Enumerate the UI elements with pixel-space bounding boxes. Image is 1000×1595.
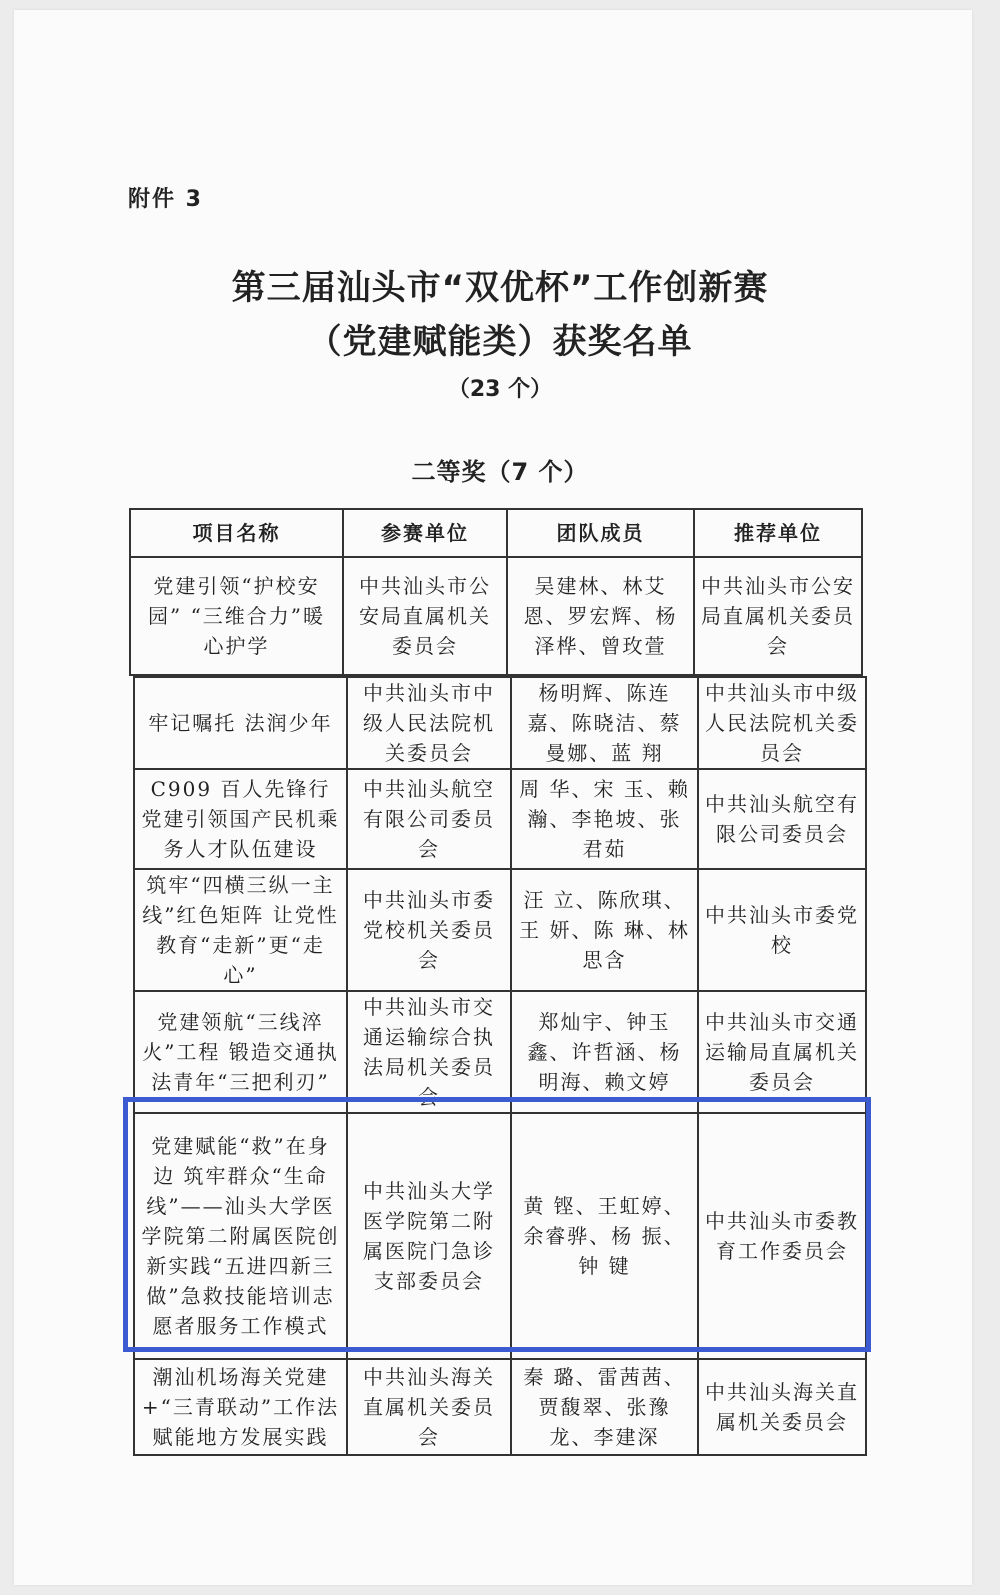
header-project-name: 项目名称 [130, 509, 343, 557]
participant-unit-cell: 中共汕头市中级人民法院机关委员会 [347, 677, 511, 769]
team-members-cell: 汪 立、陈欣琪、王 妍、陈 琳、林思含 [511, 869, 698, 991]
team-members-cell: 周 华、宋 玉、赖 瀚、李艳坡、张君茹 [511, 769, 698, 869]
recommending-unit-cell: 中共汕头市中级人民法院机关委员会 [698, 677, 866, 769]
recommending-unit-cell: 中共汕头市公安局直属机关委员会 [694, 557, 862, 675]
table-row [134, 677, 866, 769]
header-participant-unit: 参赛单位 [343, 509, 507, 557]
project-name-cell: 党建领航“三线淬火”工程 锻造交通执法青年“三把利刃” [134, 991, 347, 1113]
header-team-members: 团队成员 [507, 509, 694, 557]
recommending-unit-cell: 中共汕头海关直属机关委员会 [698, 1359, 866, 1455]
team-members-cell: 黄 铿、王虹婷、余睿骅、杨 振、钟 键 [511, 1113, 698, 1359]
recommending-unit-cell: 中共汕头市交通运输局直属机关委员会 [698, 991, 866, 1113]
section-title: 二等奖（7 个） [411, 458, 589, 486]
participant-unit-cell: 中共汕头大学医学院第二附属医院门急诊支部委员会 [347, 1113, 511, 1359]
participant-unit-cell: 中共汕头海关直属机关委员会 [347, 1359, 511, 1455]
project-name-cell: C909 百人先锋行党建引领国产民机乘务人才队伍建设 [134, 769, 347, 869]
team-members-cell: 杨明辉、陈连嘉、陈晓洁、蔡曼娜、蓝 翔 [511, 677, 698, 769]
table-row [134, 769, 866, 869]
project-name-cell: 潮汕机场海关党建+“三青联动”工作法赋能地方发展实践 [134, 1359, 347, 1455]
attachment-label: 附件 3 [128, 187, 203, 212]
table-row [134, 1359, 866, 1455]
table-row [130, 557, 862, 675]
participant-unit-cell: 中共汕头市交通运输综合执法局机关委员会 [347, 991, 511, 1113]
participant-unit-cell: 中共汕头航空有限公司委员会 [347, 769, 511, 869]
award-table-top [129, 508, 863, 676]
recommending-unit-cell: 中共汕头市委党校 [698, 869, 866, 991]
participant-unit-cell: 中共汕头市公安局直属机关委员会 [343, 557, 507, 675]
table-header-row [130, 509, 862, 557]
recommending-unit-cell: 中共汕头航空有限公司委员会 [698, 769, 866, 869]
table-row [134, 991, 866, 1113]
highlight-box [123, 1097, 871, 1352]
header-recommending-unit: 推荐单位 [694, 509, 862, 557]
recommending-unit-cell: 中共汕头市委教育工作委员会 [698, 1113, 866, 1359]
project-name-cell: 党建引领“护校安园” “三维合力”暖心护学 [130, 557, 343, 675]
total-count: （23 个） [447, 377, 553, 402]
title-line-1: 第三届汕头市“双优杯”工作创新赛 [231, 268, 769, 308]
project-name-cell: 党建赋能“救”在身边 筑牢群众“生命线”——汕头大学医学院第二附属医院创新实践“五进四新三做”急救技能培训志愿者服务工作模式 [134, 1113, 347, 1359]
title-line-2: （党建赋能类）获奖名单 [307, 322, 693, 362]
participant-unit-cell: 中共汕头市委党校机关委员会 [347, 869, 511, 991]
team-members-cell: 吴建林、林艾恩、罗宏辉、杨泽桦、曾玫萱 [507, 557, 694, 675]
team-members-cell: 秦 璐、雷茜茜、贾馥翠、张豫龙、李建深 [511, 1359, 698, 1455]
project-name-cell: 牢记嘱托 法润少年 [134, 677, 347, 769]
table-row [134, 869, 866, 991]
team-members-cell: 郑灿宇、钟玉鑫、许哲涵、杨明海、赖文婷 [511, 991, 698, 1113]
project-name-cell: 筑牢“四横三纵一主线”红色矩阵 让党性教育“走新”更“走心” [134, 869, 347, 991]
